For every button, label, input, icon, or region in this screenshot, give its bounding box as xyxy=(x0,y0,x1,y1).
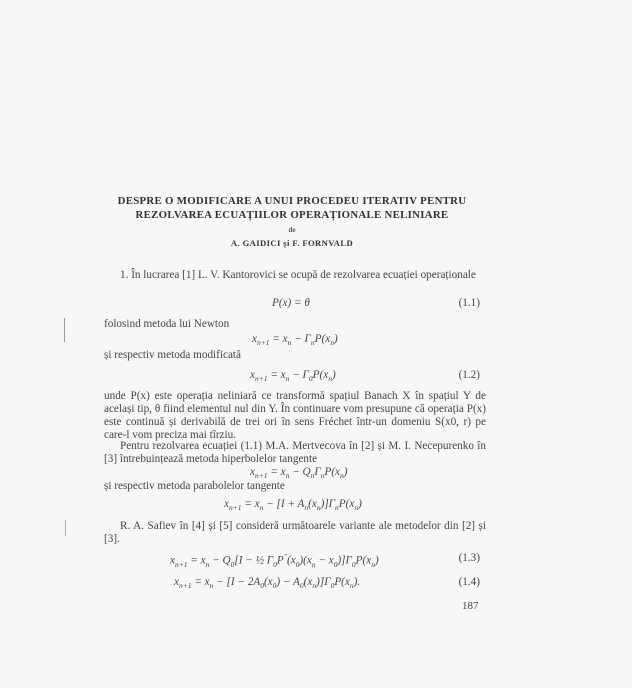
paragraph-4: unde P(x) este operația neliniară ce transformă spațiul Banach X în spațiul Y de același tip, θ fiind elementul nul din Y. În continuare vom presupune că operația P(x) este continuă și derivabilă de trei ori în sens Fréchet într-un domeniu S(x0, r) pe care-l vom preciza mai tîrziu. xyxy=(104,390,486,441)
page-number: 187 xyxy=(462,600,479,612)
equation-1-1 xyxy=(104,297,486,313)
paragraph-5: Pentru rezolvarea ecuației (1.1) M.A. Mertvecova în [2] și M. I. Necepurenko în [3] întrebuințează metoda hiperbolelor tangente xyxy=(104,440,486,465)
byline-de: de xyxy=(288,226,296,234)
equation-expression: $x_{n+1} = x_n - \Gamma_0P(x_n)$ xyxy=(250,369,336,384)
paragraph-2: folosind metoda lui Newton xyxy=(104,318,230,330)
equation-expression: $x_{n+1} = x_n - Q_0[I$ − ½ $\Gamma_0P''(x_0)(x_n - x_0)]\Gamma_0P(x_n)$ xyxy=(170,552,379,569)
title-line-2: REZOLVAREA ECUAȚIILOR OPERAȚIONALE NELINIARE xyxy=(135,209,449,221)
equation-number: (1.2) xyxy=(458,369,480,381)
equation-expression: $x_{n+1} = x_n - [I + A_n(x_n)]\Gamma_nP(x_n)$ xyxy=(224,498,362,513)
equation-1-2 xyxy=(104,369,486,385)
equation-1-4 xyxy=(104,576,486,592)
paragraph-1: 1. În lucrarea [1] L. V. Kantorovici se ocupă de rezolvarea ecuației operaționale xyxy=(120,269,476,281)
equation-1-3 xyxy=(104,552,486,568)
equation-expression: $x_{n+1} = x_n - \Gamma_nP(x_n)$ xyxy=(252,333,338,348)
equation-expression: $x_{n+1} = x_n - [I - 2A_0(x_0) - A_0(x_n)]\Gamma_0P(x_n)$. xyxy=(174,576,361,591)
equation-number: (1.3) xyxy=(458,552,480,564)
equation-number: (1.1) xyxy=(458,297,480,309)
scan-edge-mark xyxy=(64,318,65,342)
paragraph-6: și respectiv metoda parabolelor tangente xyxy=(104,480,285,492)
title-line-1: DESPRE O MODIFICARE A UNUI PROCEDEU ITERATIV PENTRU xyxy=(117,195,467,207)
equation-number: (1.4) xyxy=(458,576,480,588)
equation-parabolas xyxy=(104,498,486,514)
equation-newton xyxy=(104,333,486,349)
scan-edge-mark xyxy=(65,520,66,536)
equation-expression: P(x) = θ xyxy=(272,297,310,309)
paragraph-3: și respectiv metoda modificată xyxy=(104,349,241,361)
authors: A. GAIDICI și F. FORNVALD xyxy=(230,238,354,248)
equation-expression: $x_{n+1} = x_n - Q_n\Gamma_nP(x_n)$ xyxy=(250,466,348,481)
paragraph-7: R. A. Safiev în [4] și [5] consideră următoarele variante ale metodelor din [2] și [3]. xyxy=(104,520,486,545)
